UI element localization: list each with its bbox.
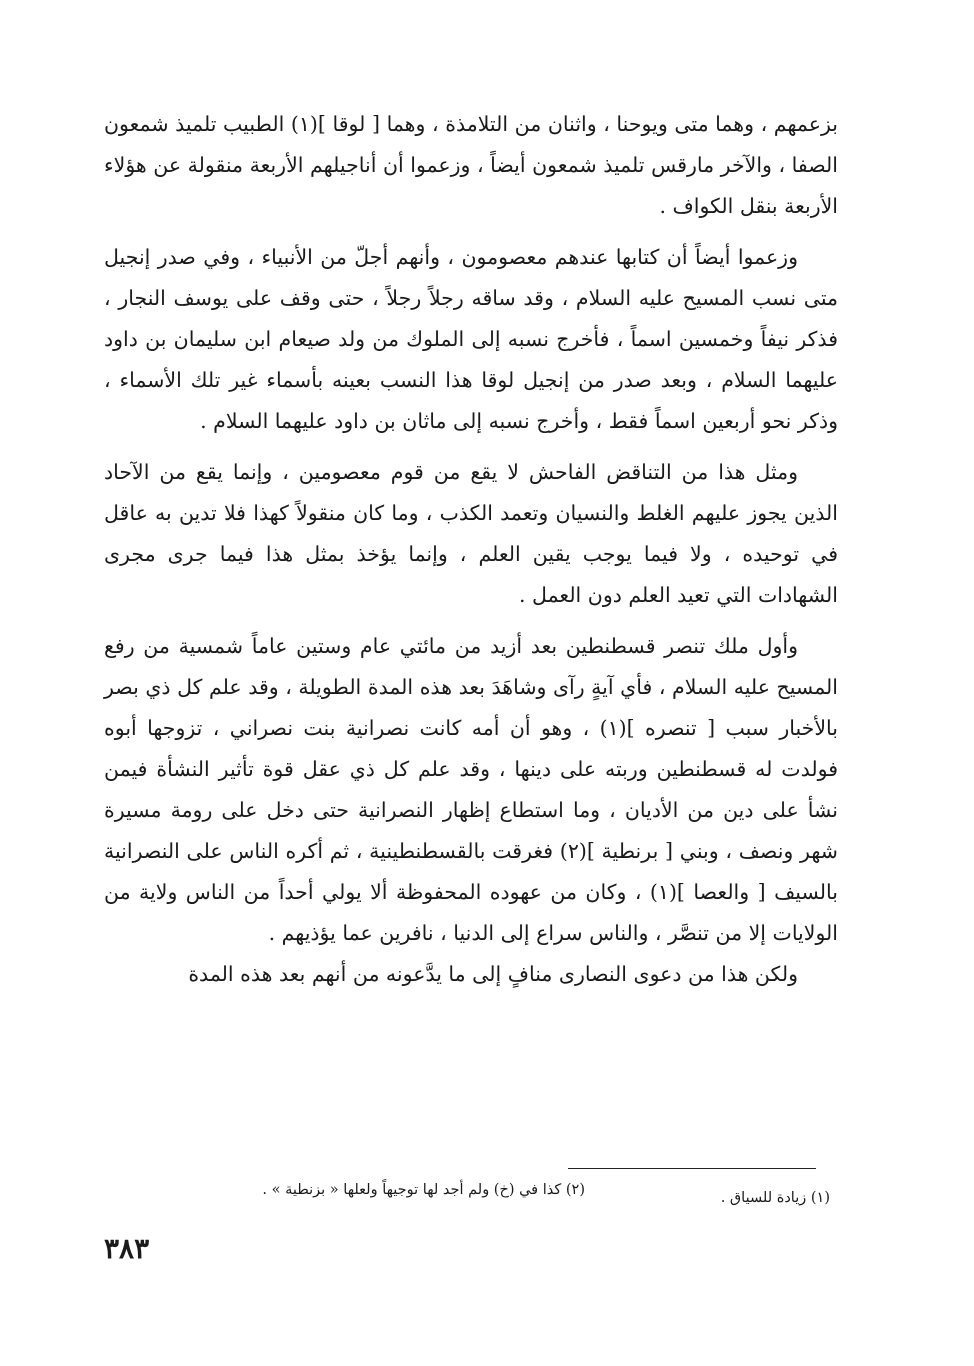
paragraph-1: بزعمهم ، وهما متى ويوحنا ، واثنان من التلامذة ، وهما [ لوقا ](١) الطبيب تلميذ شمعون الصفا ، والآخر مارقس تلميذ شمعون أيضاً ، وزعموا أن أناجيلهم الأربعة منقولة عن هؤلاء الأربعة بنقل الكواف .	[104, 112, 839, 218]
paragraph-5: ولكن هذا من دعوى النصارى منافٍ إلى ما يدَّعونه من أنهم بعد هذه المدة	[188, 962, 798, 986]
paragraph-2: وزعموا أيضاً أن كتابها عندهم معصومون ، وأنهم أجلّ من الأنبياء ، وفي صدر إنجيل متى نسب المسيح عليه السلام ، وقد ساقه رجلاً رجلاً ، حتى وقف على يوسف النجار ، فذكر نيفاً وخمسين اسماً ، فأخرج نسبه إلى الملوك من ولد صيعام ابن سليمان بن داود عليهما السلام ، وبعد صدر من إنجيل لوقا هذا النسب بعينه بأسماء غير تلك الأسماء ، وذكر نحو أربعين اسماً فقط ، وأخرج نسبه إلى ماثان بن داود عليهما السلام .	[104, 245, 838, 433]
footnote-2: (٢) كذا في (خ) ولم أجد لها توجيهاً ولعلها « بزنطية » .	[262, 1182, 585, 1198]
paragraph-4: وأول ملك تنصر قسطنطين بعد أزيد من مائتي عام وستين عاماً شمسية من رفع المسيح عليه السلام ، فأي آيةٍ رآى وشاهَدَ بعد هذه المدة الطويلة ، وقد علم كل ذي بصر بالأخبار سبب [ تنصره ](١) ، وهو أن أمه كانت نصرانية بنت نصراني ، تزوجها أبوه فولدت له قسطنطين وربته على دينها ، وقد علم كل ذي عقل قوة تأثير النشأة فيمن نشأ على دين من الأديان ، وما استطاع إظهار النصرانية حتى دخل على رومة مسيرة شهر ونصف ، وبني [ برنطية ](٢) فغرقت بالقسطنطينية ، ثم أكره الناس على النصرانية بالسيف [ والعصا ](١) ، وكان من عهوده المحفوظة ألا يولي أحداً من الناس ولاية من الولايات إلا من تنصَّر ، والناس سراع إلى الدنيا ، نافرين عما يؤذيهم .	[104, 634, 838, 945]
footnote-1: (١) زيادة للسياق .	[720, 1190, 830, 1206]
footnote-divider	[568, 1168, 816, 1169]
page-number: ٣٨٣	[104, 1232, 150, 1265]
paragraph-3: ومثل هذا من التناقض الفاحش لا يقع من قوم معصومين ، وإنما يقع من الآحاد الذين يجوز عليهم الغلط والنسيان وتعمد الكذب ، وما كان منقولاً كهذا فلا تدين به عاقل في توحيده ، ولا فيما يوجب يقين العلم ، وإنما يؤخذ بمثل هذا فيما جرى مجرى الشهادات التي تعيد العلم دون العمل .	[104, 460, 838, 607]
body-text	[104, 104, 838, 995]
footnotes	[140, 1180, 830, 1220]
